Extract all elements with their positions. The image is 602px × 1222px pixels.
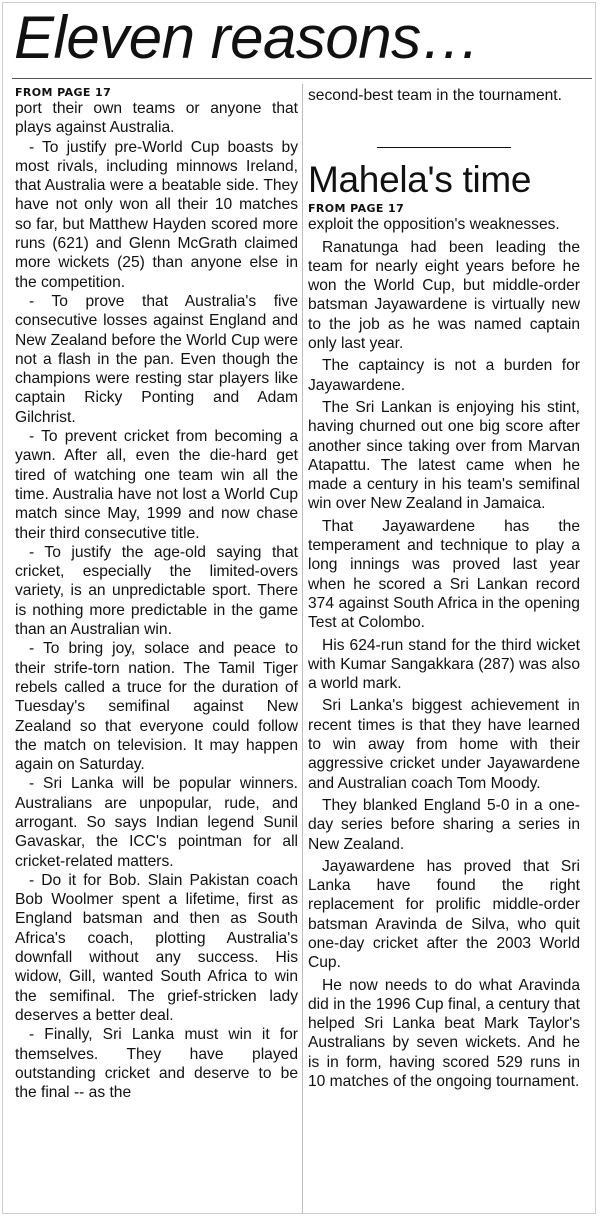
continuation-text: second-best team in the tournament. <box>308 87 562 104</box>
headline-rule <box>12 78 592 79</box>
story-subhead: Mahela's time <box>308 159 532 201</box>
right-paragraph: Ranatunga had been leading the team for nearly eight years before he won the World Cup, but middle-order batsman Jayawardene is virtually new to the job as he was named captain only last year. <box>308 238 580 353</box>
right-paragraph: Sri Lanka's biggest achievement in recent times is that they have learned to win away from home with their aggressive cricket under Jayawardene and Australian coach Tom Moody. <box>308 697 580 792</box>
right-kicker: FROM PAGE 17 <box>308 202 405 216</box>
article-headline: Eleven reasons… <box>14 4 481 71</box>
right-story-body <box>308 215 580 1091</box>
story-separator <box>377 147 511 148</box>
left-paragraph: - To bring joy, solace and peace to their strife-torn nation. The Tamil Tiger rebels called a truce for the duration of Tuesday's semifinal against New Zealand so that everyone could follow the match on television. It may happen again on Saturday. <box>15 640 298 774</box>
left-paragraph: - To prevent cricket from becoming a yawn. After all, even the die-hard get tired of watching one team win all the time. Australia have not lost a World Cup match since May, 1999 and now chase their third consecutive title. <box>15 428 298 542</box>
right-paragraph: His 624-run stand for the third wicket with Kumar Sangakkara (287) was also a world mark. <box>308 636 580 693</box>
left-paragraph: - To justify the age-old saying that cricket, especially the limited-overs variety, is an unpredictable sport. There is nothing more predictable in the game than an Australian win. <box>15 543 298 639</box>
right-paragraph: The captaincy is not a burden for Jayawardene. <box>308 357 580 394</box>
right-paragraph: The Sri Lankan is enjoying his stint, having churned out one big score after another since taking over from Marvan Atapattu. The latest came when he made a century in his team's semifinal win over New Zealand in Jamaica. <box>308 398 580 513</box>
left-paragraph: - Sri Lanka will be popular winners. Australians are unpopular, rude, and arrogant. So says Indian legend Sunil Gavaskar, the ICC's pointman for all cricket-related matters. <box>15 775 298 870</box>
right-column <box>308 86 580 1091</box>
left-paragraph: - Finally, Sri Lanka must win it for themselves. They have played outstanding cricket and deserve to be the final -- as the <box>15 1026 298 1102</box>
left-kicker: FROM PAGE 17 <box>15 86 112 99</box>
right-paragraph: Jayawardene has proved that Sri Lanka have found the right replacement for prolific middle-order batsman Aravinda de Silva, who quit one-day cricket after the 2003 World Cup. <box>308 857 580 972</box>
right-paragraph: He now needs to do what Aravinda did in the 1996 Cup final, a century that helped Sri Lanka beat Mark Taylor's Australians by seven wickets. And he is in form, having scored 529 runs in 10 matches of the ongoing tournament. <box>308 976 580 1091</box>
left-paragraph: - To justify pre-World Cup boasts by most rivals, including minnows Ireland, that Australia were a beatable side. They have not only won all their 10 matches so far, but Matthew Hayden scored more runs (621) and Glenn McGrath claimed more wickets (25) than anyone else in the competition. <box>15 138 298 291</box>
column-divider <box>302 84 303 1214</box>
left-paragraph: - Do it for Bob. Slain Pakistan coach Bob Woolmer spent a lifetime, first as England batsman and then as South Africa's coach, plotting Australia's downfall without any success. His widow, Gill, wanted South Africa to win the semifinal. The grief-stricken lady deserves a better deal. <box>15 871 298 1024</box>
right-paragraph: exploit the opposition's weaknesses. <box>308 216 560 234</box>
right-paragraph: That Jayawardene has the temperament and technique to play a long innings was proved last year when he scored a Sri Lankan record 374 against South Africa in the opening Test at Colombo. <box>308 517 580 632</box>
left-paragraph: port their own teams or anyone that plays against Australia. <box>15 100 298 137</box>
left-paragraph: - To prove that Australia's five consecutive losses against England and New Zealand before the World Cup were not a flash in the pan. Even though the champions were resting star players like captain Ricky Ponting and Adam Gilchrist. <box>15 292 298 426</box>
left-column <box>15 86 298 1102</box>
right-paragraph: They blanked England 5-0 in a one-day series before sharing a series in New Zealand. <box>308 796 580 853</box>
